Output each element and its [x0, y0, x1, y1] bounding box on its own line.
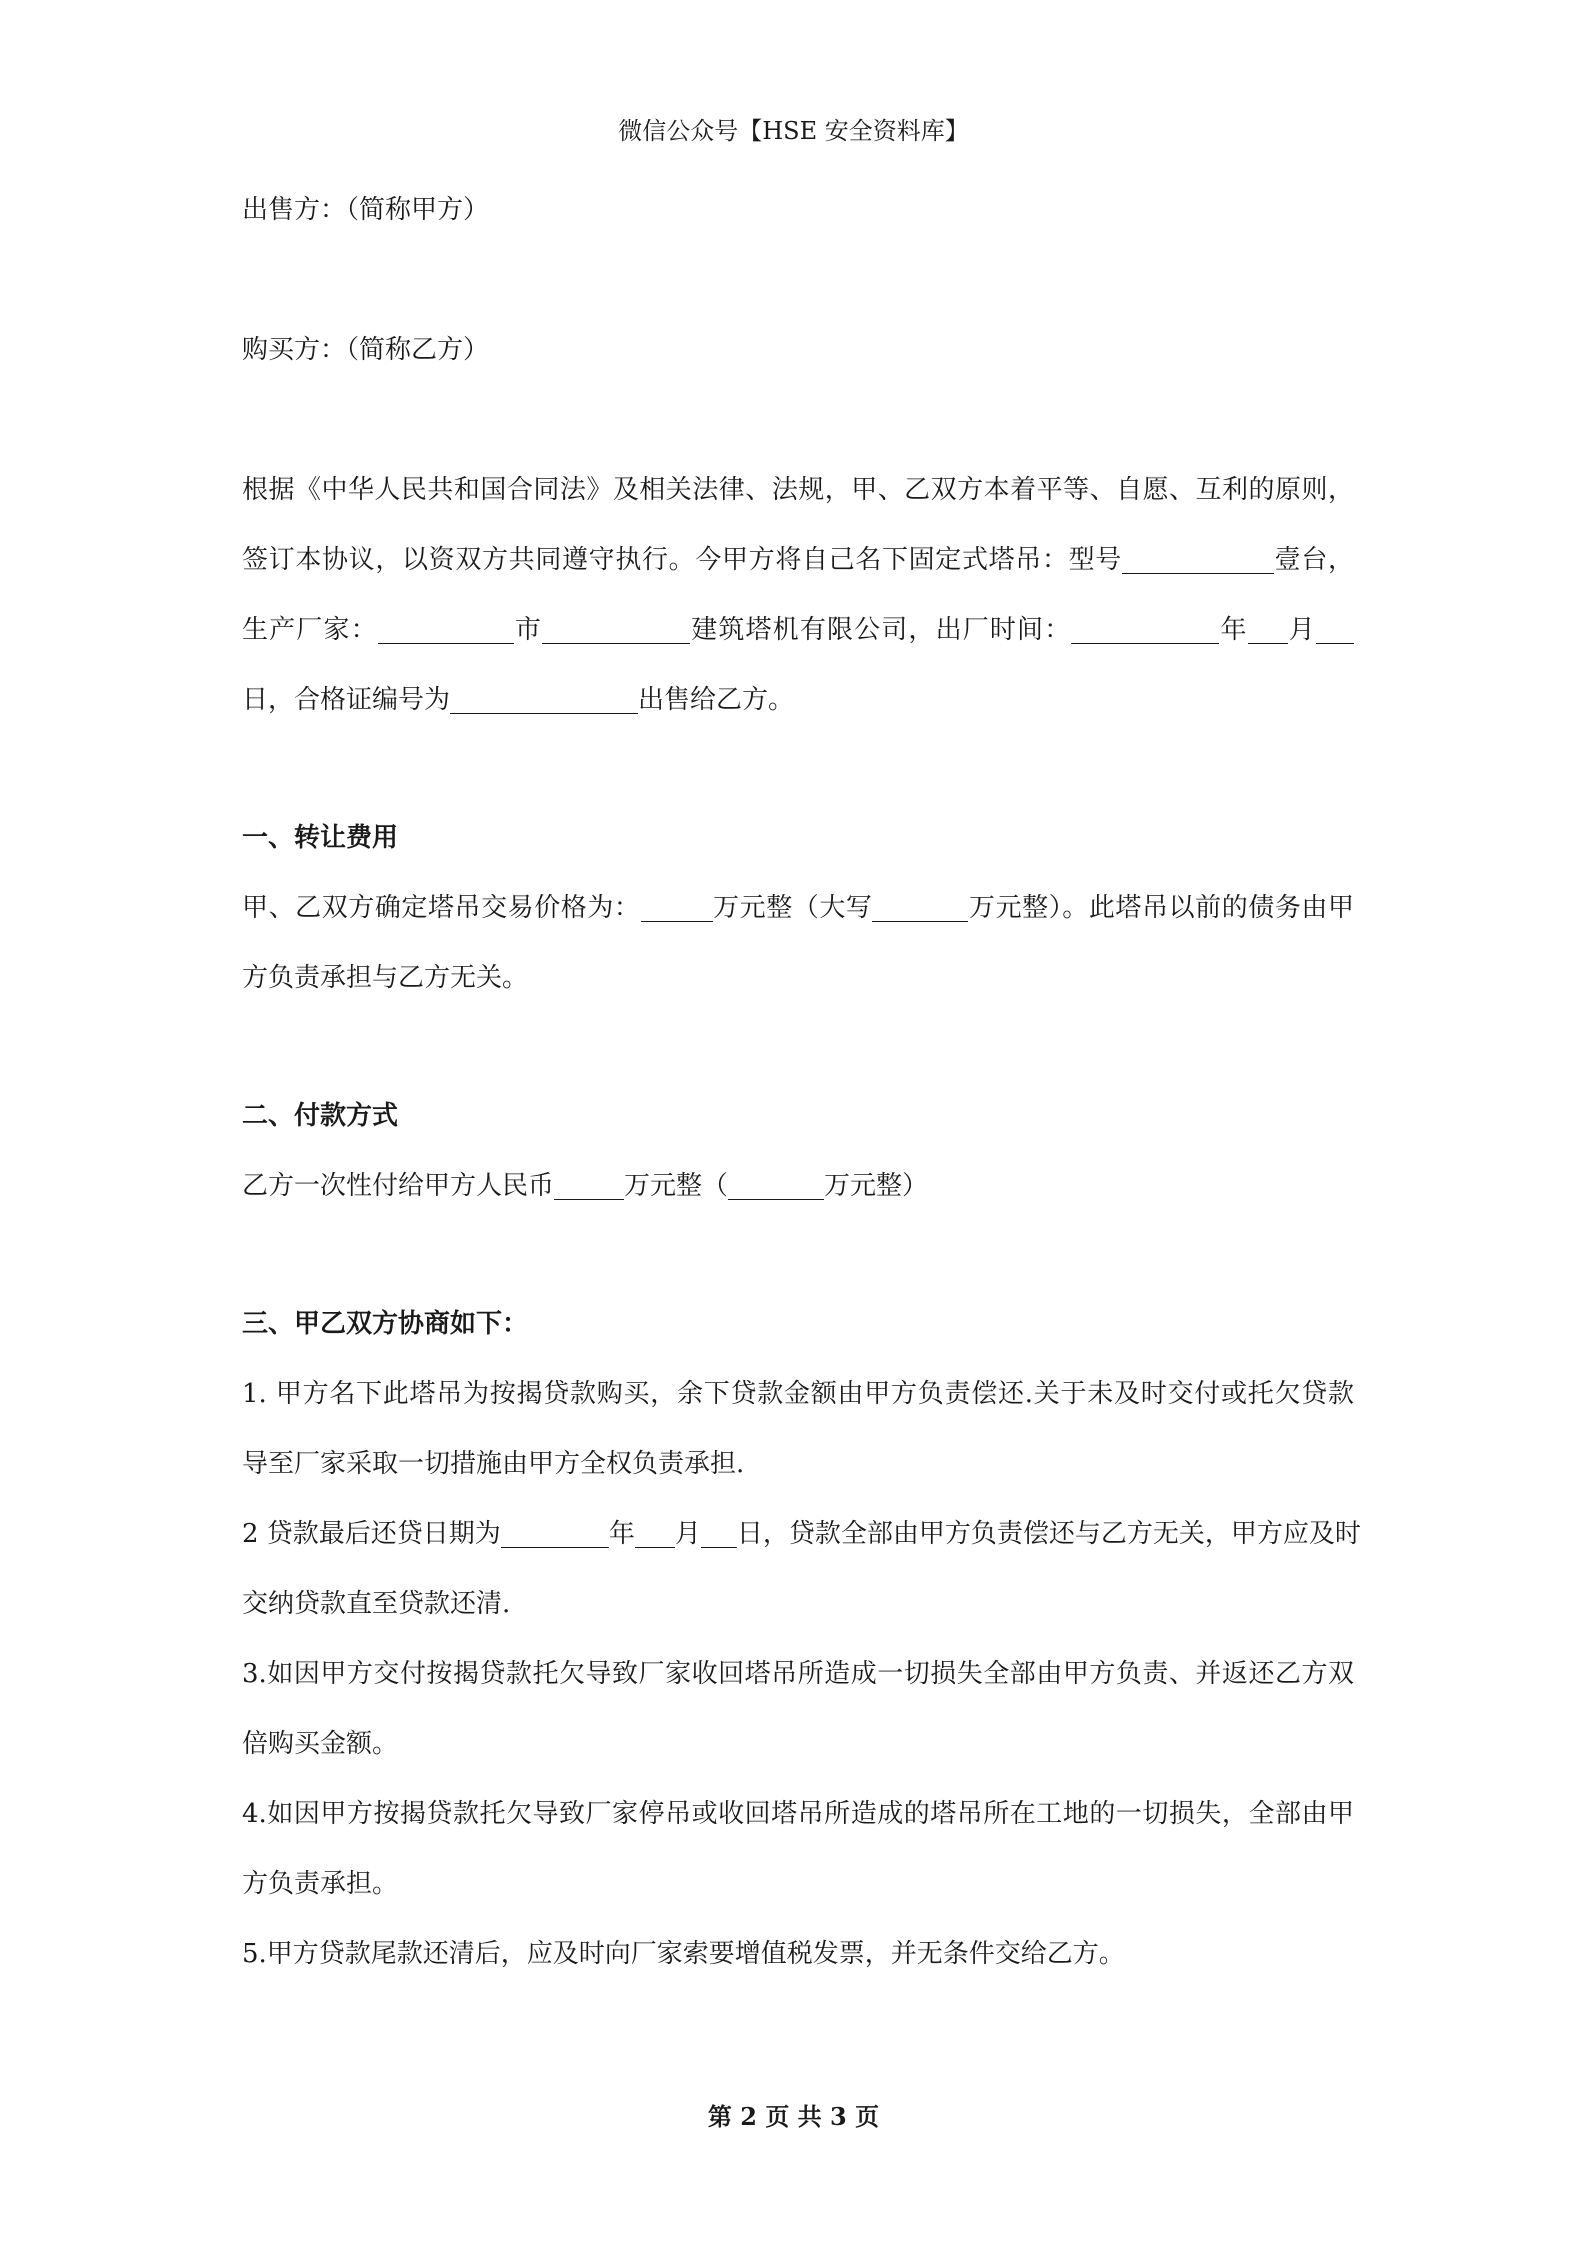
intro-line-1: 根据《中华人民共和国合同法》及相关法律、法规，甲、乙双方本着平等、自愿、互利的原则， [242, 475, 1354, 505]
item-1-line-2: 导至厂家采取一切措施由甲方全权负责承担. [242, 1449, 745, 1479]
section-2-title: 二、付款方式 [242, 1101, 399, 1131]
intro-line-4: 日，合格证编号为 出售给乙方。 [242, 685, 795, 715]
item-4-line-2: 方负责承担。 [242, 1869, 399, 1899]
item-3-line-1: 3.如因甲方交付按揭贷款托欠导致厂家收回塔吊所造成一切损失全部由甲方负责、并返还乙方双 [242, 1659, 1354, 1689]
manufacturer-blank [378, 613, 514, 644]
page-header: 微信公众号【HSE 安全资料库】 [618, 117, 969, 145]
price-blank [641, 891, 713, 922]
item-5-line: 5.甲方贷款尾款还清后，应及时向厂家索要增值税发票，并无条件交给乙方。 [242, 1939, 1125, 1969]
model-blank [1122, 543, 1274, 574]
item-2-line-2: 交纳贷款直至贷款还清. [242, 1589, 511, 1619]
section-1-title: 一、转让费用 [242, 823, 399, 853]
intro-line-3: 生产厂家： 市 建筑塔机有限公司，出厂时间： 年 月 [242, 606, 1354, 676]
page-footer: 第 2 页 共 3 页 [707, 2102, 880, 2131]
item-3-line-2: 倍购买金额。 [242, 1729, 399, 1759]
item-2-line-1: 2 贷款最后还贷日期为 年 月 日，贷款全部由甲方负责偿还与乙方无关，甲方应及时 [242, 1519, 1361, 1549]
seller-line: 出售方：（简称甲方） [242, 195, 490, 225]
final-month-blank [635, 1517, 675, 1548]
final-day-blank [701, 1517, 737, 1548]
factory-date-blank [1071, 613, 1219, 644]
buyer-line: 购买方：（简称乙方） [242, 335, 490, 365]
final-year-blank [501, 1517, 609, 1548]
contract-body [242, 186, 1361, 2000]
price-uppercase-blank [872, 891, 968, 922]
section-1-line-1: 甲、乙双方确定塔吊交易价格为： 万元整（大写 万元整）。此塔吊以前的债务由甲 [242, 893, 1354, 923]
certificate-number-blank [450, 683, 638, 714]
payment-uppercase-blank [728, 1169, 824, 1200]
item-4-line-1: 4.如因甲方按揭贷款托欠导致厂家停吊或收回塔吊所造成的塔吊所在工地的一切损失，全部由甲 [242, 1799, 1354, 1829]
section-1-line-2: 方负责承担与乙方无关。 [242, 963, 529, 993]
factory-month-blank [1248, 613, 1288, 644]
item-1-line-1: 1. 甲方名下此塔吊为按揭贷款购买，余下贷款金额由甲方负责偿还.关于未及时交付或托欠贷款 [242, 1379, 1354, 1409]
intro-line-2: 签订本协议，以资双方共同遵守执行。今甲方将自己名下固定式塔吊：型号 壹台， [242, 545, 1354, 575]
section-3-title: 三、甲乙双方协商如下： [242, 1309, 529, 1339]
city-blank [542, 613, 690, 644]
section-2-line-1: 乙方一次性付给甲方人民币 万元整（ 万元整） [242, 1171, 929, 1201]
factory-day-blank [1316, 613, 1354, 644]
payment-amount-blank [554, 1169, 624, 1200]
